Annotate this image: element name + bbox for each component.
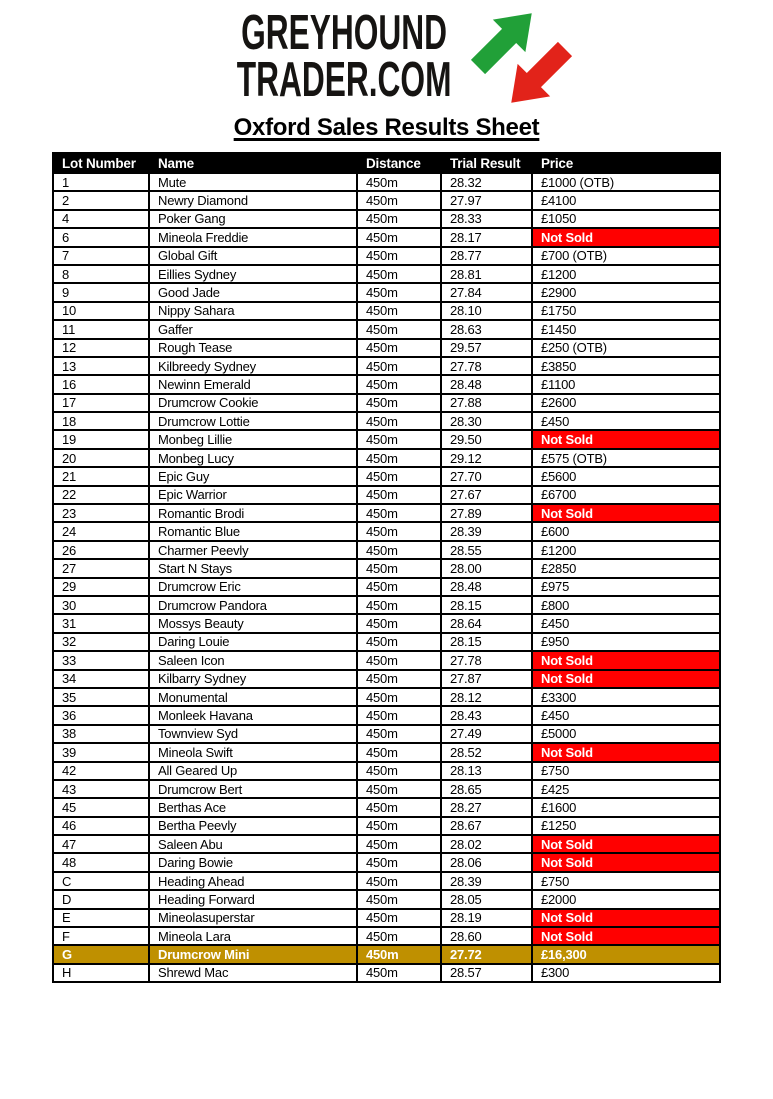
trial-result-cell: 28.30	[441, 412, 532, 430]
table-row	[53, 412, 720, 430]
lot-number-cell: 48	[53, 853, 149, 871]
trial-result-cell: 28.63	[441, 320, 532, 338]
price-cell: £450	[532, 412, 720, 430]
trial-result-cell: 28.39	[441, 872, 532, 890]
trial-result-cell: 28.77	[441, 247, 532, 265]
lot-number-cell: 18	[53, 412, 149, 430]
lot-number-cell: 10	[53, 302, 149, 320]
lot-number-cell: 1	[53, 173, 149, 191]
distance-cell: 450m	[357, 633, 441, 651]
name-cell: Mineolasuperstar	[149, 909, 357, 927]
distance-cell: 450m	[357, 890, 441, 908]
lot-number-cell: 23	[53, 504, 149, 522]
trial-result-cell: 27.78	[441, 651, 532, 669]
name-cell: All Geared Up	[149, 762, 357, 780]
table-row	[53, 430, 720, 448]
price-cell: £3850	[532, 357, 720, 375]
table-row	[53, 927, 720, 945]
table-row	[53, 541, 720, 559]
table-row	[53, 320, 720, 338]
table-row	[53, 375, 720, 393]
logo-wordmark	[237, 5, 452, 108]
price-cell: £1450	[532, 320, 720, 338]
price-cell: £1100	[532, 375, 720, 393]
price-cell: £2850	[532, 559, 720, 577]
trial-result-cell: 28.48	[441, 375, 532, 393]
distance-cell: 450m	[357, 210, 441, 228]
distance-cell: 450m	[357, 596, 441, 614]
price-cell: £1050	[532, 210, 720, 228]
lot-number-cell: G	[53, 945, 149, 963]
trial-result-cell: 28.10	[441, 302, 532, 320]
lot-number-cell: 20	[53, 449, 149, 467]
table-row	[53, 817, 720, 835]
trial-result-cell: 27.97	[441, 191, 532, 209]
distance-cell: 450m	[357, 320, 441, 338]
table-row	[53, 578, 720, 596]
table-row	[53, 173, 720, 191]
name-cell: Epic Warrior	[149, 486, 357, 504]
price-cell: £1200	[532, 541, 720, 559]
table-row	[53, 486, 720, 504]
price-cell: Not Sold	[532, 504, 720, 522]
price-cell: £450	[532, 614, 720, 632]
lot-number-cell: 19	[53, 430, 149, 448]
table-row	[53, 872, 720, 890]
lot-number-cell: 38	[53, 725, 149, 743]
distance-cell: 450m	[357, 688, 441, 706]
trial-result-cell: 28.65	[441, 780, 532, 798]
name-cell: Newinn Emerald	[149, 375, 357, 393]
distance-cell: 450m	[357, 909, 441, 927]
name-cell: Daring Bowie	[149, 853, 357, 871]
trial-result-cell: 28.48	[441, 578, 532, 596]
trial-result-cell: 28.15	[441, 633, 532, 651]
name-cell: Poker Gang	[149, 210, 357, 228]
lot-number-cell: 9	[53, 283, 149, 301]
table-row	[53, 633, 720, 651]
price-cell: £5600	[532, 467, 720, 485]
price-cell: £1750	[532, 302, 720, 320]
name-cell: Daring Louie	[149, 633, 357, 651]
trial-result-cell: 28.64	[441, 614, 532, 632]
lot-number-cell: 36	[53, 706, 149, 724]
name-cell: Drumcrow Cookie	[149, 394, 357, 412]
name-cell: Mineola Freddie	[149, 228, 357, 246]
table-row	[53, 743, 720, 761]
price-cell: Not Sold	[532, 853, 720, 871]
trial-result-cell: 29.12	[441, 449, 532, 467]
price-cell: £950	[532, 633, 720, 651]
table-row	[53, 651, 720, 669]
name-cell: Gaffer	[149, 320, 357, 338]
distance-cell: 450m	[357, 302, 441, 320]
lot-number-cell: 32	[53, 633, 149, 651]
price-cell: Not Sold	[532, 835, 720, 853]
name-cell: Monumental	[149, 688, 357, 706]
distance-cell: 450m	[357, 449, 441, 467]
trial-result-cell: 28.55	[441, 541, 532, 559]
price-cell: £1600	[532, 798, 720, 816]
name-cell: Townview Syd	[149, 725, 357, 743]
table-row	[53, 394, 720, 412]
trial-result-cell: 28.00	[441, 559, 532, 577]
distance-cell: 450m	[357, 853, 441, 871]
name-cell: Romantic Brodi	[149, 504, 357, 522]
table-row	[53, 835, 720, 853]
lot-number-cell: 6	[53, 228, 149, 246]
trial-result-cell: 27.89	[441, 504, 532, 522]
distance-cell: 450m	[357, 541, 441, 559]
distance-cell: 450m	[357, 228, 441, 246]
price-cell: £6700	[532, 486, 720, 504]
distance-cell: 450m	[357, 394, 441, 412]
lot-number-cell: 31	[53, 614, 149, 632]
price-cell: £2000	[532, 890, 720, 908]
lot-number-cell: 7	[53, 247, 149, 265]
name-cell: Good Jade	[149, 283, 357, 301]
table-row	[53, 210, 720, 228]
name-cell: Heading Forward	[149, 890, 357, 908]
price-cell: £2600	[532, 394, 720, 412]
trial-result-cell: 28.27	[441, 798, 532, 816]
table-row	[53, 522, 720, 540]
lot-number-cell: 13	[53, 357, 149, 375]
lot-number-cell: 26	[53, 541, 149, 559]
trial-result-cell: 27.84	[441, 283, 532, 301]
distance-cell: 450m	[357, 798, 441, 816]
trial-result-cell: 29.57	[441, 339, 532, 357]
name-cell: Eillies Sydney	[149, 265, 357, 283]
name-cell: Berthas Ace	[149, 798, 357, 816]
price-cell: £2900	[532, 283, 720, 301]
lot-number-cell: 35	[53, 688, 149, 706]
distance-cell: 450m	[357, 486, 441, 504]
greyhound-trader-logo	[0, 0, 773, 108]
trial-result-cell: 27.78	[441, 357, 532, 375]
column-header-lot-number: Lot Number	[53, 153, 149, 173]
lot-number-cell: 11	[53, 320, 149, 338]
trial-result-cell: 28.32	[441, 173, 532, 191]
price-cell: Not Sold	[532, 927, 720, 945]
name-cell: Newry Diamond	[149, 191, 357, 209]
lot-number-cell: 12	[53, 339, 149, 357]
price-cell: £800	[532, 596, 720, 614]
lot-number-cell: 4	[53, 210, 149, 228]
column-header-price: Price	[532, 153, 720, 173]
distance-cell: 450m	[357, 339, 441, 357]
name-cell: Drumcrow Mini	[149, 945, 357, 963]
trial-result-cell: 28.17	[441, 228, 532, 246]
price-cell: £700 (OTB)	[532, 247, 720, 265]
trial-result-cell: 28.67	[441, 817, 532, 835]
table-row	[53, 357, 720, 375]
name-cell: Romantic Blue	[149, 522, 357, 540]
distance-cell: 450m	[357, 191, 441, 209]
table-row	[53, 706, 720, 724]
trial-result-cell: 27.49	[441, 725, 532, 743]
trial-result-cell: 28.57	[441, 964, 532, 982]
lot-number-cell: 33	[53, 651, 149, 669]
trial-result-cell: 28.52	[441, 743, 532, 761]
table-row	[53, 780, 720, 798]
distance-cell: 450m	[357, 614, 441, 632]
table-row	[53, 265, 720, 283]
distance-cell: 450m	[357, 559, 441, 577]
lot-number-cell: F	[53, 927, 149, 945]
price-cell: £1200	[532, 265, 720, 283]
trial-result-cell: 28.05	[441, 890, 532, 908]
trial-result-cell: 27.72	[441, 945, 532, 963]
trial-result-cell: 28.43	[441, 706, 532, 724]
distance-cell: 450m	[357, 247, 441, 265]
distance-cell: 450m	[357, 283, 441, 301]
name-cell: Kilbarry Sydney	[149, 670, 357, 688]
distance-cell: 450m	[357, 430, 441, 448]
trial-result-cell: 28.60	[441, 927, 532, 945]
distance-cell: 450m	[357, 375, 441, 393]
lot-number-cell: 2	[53, 191, 149, 209]
table-row	[53, 302, 720, 320]
distance-cell: 450m	[357, 945, 441, 963]
trial-result-cell: 28.33	[441, 210, 532, 228]
name-cell: Bertha Peevly	[149, 817, 357, 835]
distance-cell: 450m	[357, 651, 441, 669]
lot-number-cell: 16	[53, 375, 149, 393]
trial-result-cell: 28.81	[441, 265, 532, 283]
price-cell: £250 (OTB)	[532, 339, 720, 357]
distance-cell: 450m	[357, 780, 441, 798]
name-cell: Mineola Swift	[149, 743, 357, 761]
lot-number-cell: 29	[53, 578, 149, 596]
lot-number-cell: E	[53, 909, 149, 927]
price-cell: £5000	[532, 725, 720, 743]
name-cell: Monbeg Lucy	[149, 449, 357, 467]
trial-result-cell: 27.87	[441, 670, 532, 688]
price-cell: £3300	[532, 688, 720, 706]
price-cell: £450	[532, 706, 720, 724]
name-cell: Nippy Sahara	[149, 302, 357, 320]
trial-result-cell: 28.15	[441, 596, 532, 614]
distance-cell: 450m	[357, 872, 441, 890]
distance-cell: 450m	[357, 927, 441, 945]
name-cell: Drumcrow Eric	[149, 578, 357, 596]
price-cell: £750	[532, 872, 720, 890]
price-cell: £750	[532, 762, 720, 780]
distance-cell: 450m	[357, 265, 441, 283]
distance-cell: 450m	[357, 762, 441, 780]
lot-number-cell: 47	[53, 835, 149, 853]
price-cell: £975	[532, 578, 720, 596]
trial-result-cell: 28.39	[441, 522, 532, 540]
table-row	[53, 504, 720, 522]
price-cell: £1000 (OTB)	[532, 173, 720, 191]
trial-result-cell: 29.50	[441, 430, 532, 448]
table-row	[53, 614, 720, 632]
distance-cell: 450m	[357, 522, 441, 540]
distance-cell: 450m	[357, 357, 441, 375]
name-cell: Start N Stays	[149, 559, 357, 577]
trial-result-cell: 27.70	[441, 467, 532, 485]
table-row	[53, 909, 720, 927]
lot-number-cell: C	[53, 872, 149, 890]
lot-number-cell: H	[53, 964, 149, 982]
column-header-name: Name	[149, 153, 357, 173]
lot-number-cell: 30	[53, 596, 149, 614]
name-cell: Rough Tease	[149, 339, 357, 357]
page-title: Oxford Sales Results Sheet	[233, 114, 540, 141]
price-cell: £425	[532, 780, 720, 798]
lot-number-cell: 17	[53, 394, 149, 412]
table-row	[53, 725, 720, 743]
distance-cell: 450m	[357, 725, 441, 743]
price-cell: Not Sold	[532, 743, 720, 761]
lot-number-cell: 27	[53, 559, 149, 577]
distance-cell: 450m	[357, 964, 441, 982]
price-cell: £16,300	[532, 945, 720, 963]
name-cell: Drumcrow Bert	[149, 780, 357, 798]
distance-cell: 450m	[357, 504, 441, 522]
name-cell: Saleen Icon	[149, 651, 357, 669]
table-row	[53, 283, 720, 301]
table-row	[53, 467, 720, 485]
price-cell: £600	[532, 522, 720, 540]
name-cell: Monleek Havana	[149, 706, 357, 724]
price-cell: Not Sold	[532, 430, 720, 448]
price-cell: Not Sold	[532, 651, 720, 669]
distance-cell: 450m	[357, 835, 441, 853]
lot-number-cell: 24	[53, 522, 149, 540]
name-cell: Epic Guy	[149, 467, 357, 485]
table-row	[53, 191, 720, 209]
lot-number-cell: 42	[53, 762, 149, 780]
price-cell: £300	[532, 964, 720, 982]
column-header-trial-result: Trial Result	[441, 153, 532, 173]
name-cell: Heading Ahead	[149, 872, 357, 890]
distance-cell: 450m	[357, 670, 441, 688]
lot-number-cell: 34	[53, 670, 149, 688]
price-cell: Not Sold	[532, 670, 720, 688]
table-row	[53, 688, 720, 706]
price-cell: Not Sold	[532, 228, 720, 246]
column-header-distance: Distance	[357, 153, 441, 173]
table-row	[53, 762, 720, 780]
distance-cell: 450m	[357, 578, 441, 596]
trial-result-cell: 28.19	[441, 909, 532, 927]
name-cell: Mossys Beauty	[149, 614, 357, 632]
table-row	[53, 890, 720, 908]
table-header-row	[53, 153, 720, 173]
distance-cell: 450m	[357, 467, 441, 485]
price-cell: £4100	[532, 191, 720, 209]
sales-results-table	[52, 152, 721, 983]
name-cell: Shrewd Mac	[149, 964, 357, 982]
trial-result-cell: 28.13	[441, 762, 532, 780]
price-cell: Not Sold	[532, 909, 720, 927]
trial-result-cell: 28.06	[441, 853, 532, 871]
lot-number-cell: 8	[53, 265, 149, 283]
table-row	[53, 964, 720, 982]
price-cell: £575 (OTB)	[532, 449, 720, 467]
table-row	[53, 945, 720, 963]
name-cell: Saleen Abu	[149, 835, 357, 853]
table-row	[53, 449, 720, 467]
lot-number-cell: 39	[53, 743, 149, 761]
name-cell: Charmer Peevly	[149, 541, 357, 559]
name-cell: Mineola Lara	[149, 927, 357, 945]
price-cell: £1250	[532, 817, 720, 835]
trial-result-cell: 28.12	[441, 688, 532, 706]
lot-number-cell: 21	[53, 467, 149, 485]
trial-result-cell: 27.67	[441, 486, 532, 504]
logo-line-1: GREYHOUND	[241, 5, 448, 61]
distance-cell: 450m	[357, 817, 441, 835]
trial-result-cell: 27.88	[441, 394, 532, 412]
distance-cell: 450m	[357, 706, 441, 724]
table-row	[53, 798, 720, 816]
lot-number-cell: 43	[53, 780, 149, 798]
table-row	[53, 339, 720, 357]
name-cell: Drumcrow Lottie	[149, 412, 357, 430]
table-row	[53, 596, 720, 614]
table-row	[53, 670, 720, 688]
lot-number-cell: 22	[53, 486, 149, 504]
name-cell: Mute	[149, 173, 357, 191]
table-row	[53, 559, 720, 577]
table-row	[53, 228, 720, 246]
name-cell: Global Gift	[149, 247, 357, 265]
lot-number-cell: 45	[53, 798, 149, 816]
logo-line-2: TRADER.COM	[237, 52, 452, 108]
lot-number-cell: D	[53, 890, 149, 908]
name-cell: Drumcrow Pandora	[149, 596, 357, 614]
name-cell: Monbeg Lillie	[149, 430, 357, 448]
table-row	[53, 853, 720, 871]
logo-arrows-icon	[466, 7, 578, 109]
table-row	[53, 247, 720, 265]
distance-cell: 450m	[357, 743, 441, 761]
trial-result-cell: 28.02	[441, 835, 532, 853]
lot-number-cell: 46	[53, 817, 149, 835]
name-cell: Kilbreedy Sydney	[149, 357, 357, 375]
distance-cell: 450m	[357, 412, 441, 430]
distance-cell: 450m	[357, 173, 441, 191]
